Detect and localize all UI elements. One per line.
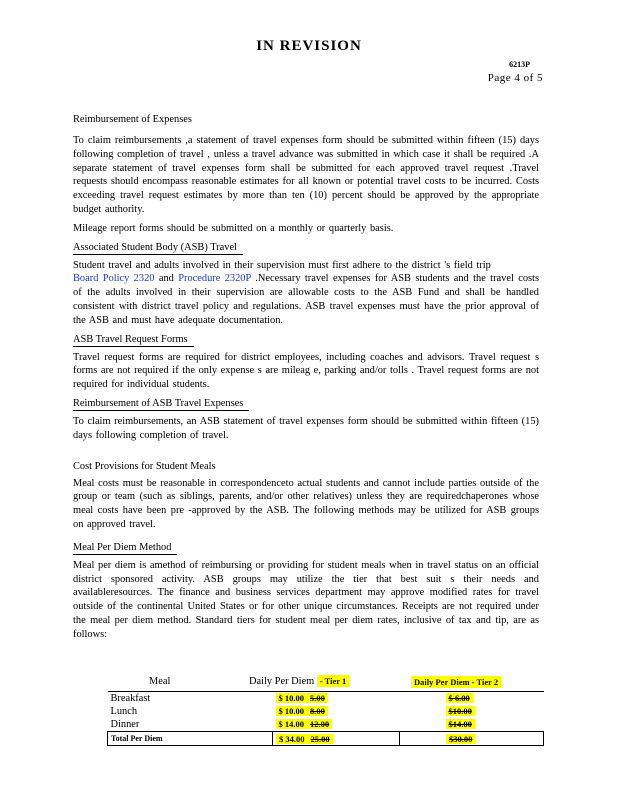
page-number: Page 4 of 5: [487, 72, 543, 84]
document-number: 6213P: [509, 60, 530, 69]
table-row: [108, 705, 544, 718]
tier1-tag: - Tier 1: [317, 675, 349, 687]
tier2-old-rate: $14.00: [446, 719, 475, 729]
asb-reimbursement-heading: Reimbursement of ASB Travel Expenses: [73, 398, 249, 411]
meal-name: Breakfast: [110, 693, 151, 704]
asb-request-forms-paragraph: Travel request forms are required for district employees, including coaches and advisors. Travel request s forms are not required if the only expense s are mileag e, parking and/or tolls . Travel request forms are not required for individual students.: [73, 351, 539, 391]
reimbursement-heading: Reimbursement of Expenses: [73, 114, 192, 125]
table-row: [108, 692, 544, 706]
reimbursement-paragraph: To claim reimbursements ,a statement of travel expenses form should be submitted within fifteen (15) days following completion of travel , unless a travel advance was submitted in which case it shall be required .A separate statement of travel expenses form shall be submitted for each approved travel request .Travel requests should encompass reasonable estimates for all known or potential travel costs to be incurred. Costs exceeding travel request estimates by more than ten (10) percent should be approved by the appropriate budget authority.: [73, 135, 539, 215]
asb-text-end: .Necessary travel expenses for ASB students and the travel costs of the adults involved in their supervision are allowable costs to the ASB Fund and shall be handled consistent with district travel policy and regulations. ASB travel expenses must have the prior approval of the ASB and must have adequate documentation.: [73, 273, 539, 326]
tier2-cell: [400, 718, 544, 732]
document-body: [73, 113, 539, 647]
tier1-column-header: [249, 676, 349, 687]
per-diem-paragraph: Meal per diem is amethod of reimbursing or providing for student meals when in travel status on an official district sponsored activity. ASB groups may utilize the tier that best suit s their needs and availableresources. The finance and business services department may approve modified rates for travel outside of the continental United States or for other unique circumstances. Receipts are not required under the meal per diem method. Standard tiers for student meal per diem rates, inclusive of tax and tip, are as follows:: [73, 559, 539, 640]
tier1-new-rate: $ 10.00: [278, 706, 304, 716]
per-diem-table: [107, 676, 544, 746]
meal-column-header: Meal: [149, 676, 171, 687]
procedure-link[interactable]: Procedure 2320P: [178, 273, 251, 285]
tier1-header-label: Daily Per Diem: [249, 676, 315, 687]
tier2-cell: [400, 692, 544, 706]
meal-name: Dinner: [110, 719, 140, 730]
total-tier1-new: $ 34.00: [279, 733, 305, 744]
table-header: [107, 676, 544, 691]
tier2-cell: [400, 705, 544, 718]
cost-provisions-paragraph: Meal costs must be reasonable in correspondenceto actual students and cannot include parties outside of the group or team (such as siblings, parents, and/or other relatives) unless they are requiredchaperones whose meal costs have been pre -approved by the ASB. The following methods may be utilized for ASB groups on approved travel.: [73, 477, 539, 530]
asb-and-text: and: [154, 273, 179, 285]
total-tier2-old: $30.00: [446, 734, 475, 744]
asb-travel-heading: Associated Student Body (ASB) Travel: [73, 242, 243, 255]
tier2-old-rate: $10.00: [446, 706, 475, 716]
total-row: [108, 732, 544, 746]
meals-table: [107, 691, 544, 746]
tier1-old-rate: 5.00: [310, 693, 325, 703]
page-title: IN REVISION: [256, 38, 362, 54]
table-row: [108, 718, 544, 732]
tier1-old-rate: 8.00: [310, 706, 325, 716]
tier2-column-header: Daily Per Diem - Tier 2: [411, 676, 501, 688]
tier1-cell: [273, 692, 400, 706]
tier1-cell: [273, 718, 400, 732]
total-tier1-cell: [273, 732, 400, 746]
asb-travel-paragraph: [73, 259, 539, 328]
cost-provisions-heading: Cost Provisions for Student Meals: [73, 460, 216, 472]
tier1-old-rate: 12.00: [310, 719, 330, 729]
total-tier1-old: 25.00: [310, 733, 330, 744]
per-diem-heading: Meal Per Diem Method: [73, 542, 177, 555]
asb-request-forms-heading: ASB Travel Request Forms: [73, 334, 194, 347]
asb-text-start: Student travel and adults involved in their supervision must first adhere to the district 's field trip: [73, 259, 491, 271]
meal-name: Lunch: [110, 706, 138, 717]
board-policy-link[interactable]: Board Policy 2320: [73, 273, 155, 285]
tier1-cell: [273, 705, 400, 718]
tier2-old-rate: $ 6.00: [446, 693, 473, 703]
mileage-paragraph: Mileage report forms should be submitted on a monthly or quarterly basis.: [73, 222, 394, 234]
asb-reimbursement-paragraph: To claim reimbursements, an ASB statement of travel expenses form should be submitted within fifteen (15) days following completion of travel.: [73, 415, 539, 441]
total-label: Total Per Diem: [108, 732, 273, 746]
tier1-new-rate: $ 14.00: [278, 719, 304, 729]
tier1-new-rate: $ 10.00: [278, 693, 304, 703]
total-tier2-cell: [400, 732, 544, 746]
